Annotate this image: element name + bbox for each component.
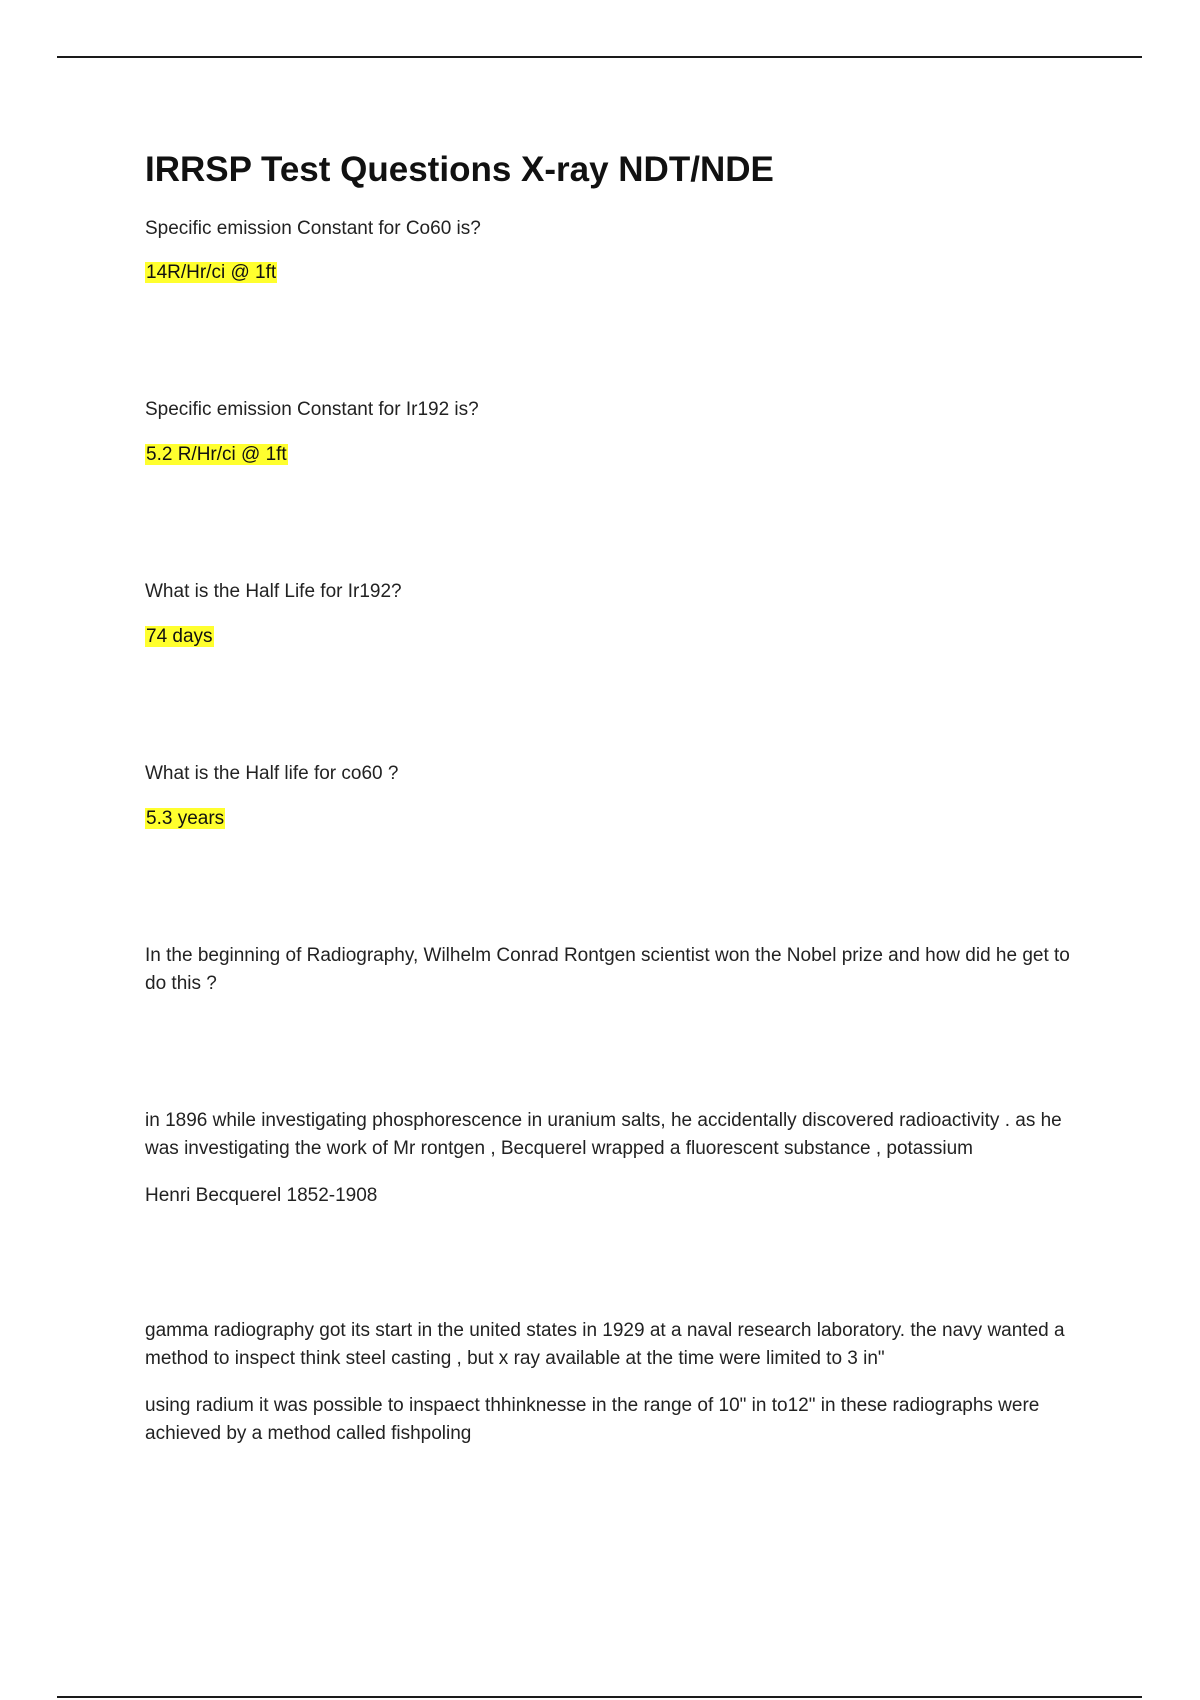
answer-ir192-half-life: [145, 623, 214, 651]
answer-co60-emission: [145, 259, 277, 287]
answer-highlight: 5.2 R/Hr/ci @ 1ft: [146, 444, 287, 465]
answer-highlight: 5.3 years: [146, 808, 225, 829]
question-co60-half-life: What is the Half life for co60 ?: [145, 763, 399, 784]
question-ir192-emission: Specific emission Constant for Ir192 is?: [145, 399, 479, 420]
document-title: IRRSP Test Questions X-ray NDT/NDE: [145, 150, 774, 189]
answer-highlight: 14R/Hr/ci @ 1ft: [146, 262, 277, 283]
bottom-divider: [57, 1696, 1142, 1698]
question-co60-emission: Specific emission Constant for Co60 is?: [145, 218, 481, 239]
answer-highlight: 74 days: [146, 626, 213, 647]
answer-co60-half-life: [145, 805, 225, 833]
question-ir192-half-life: What is the Half Life for Ir192?: [145, 581, 402, 602]
top-divider: [57, 56, 1142, 58]
paragraph-fishpoling: using radium it was possible to inspaect thhinknesse in the range of 10" in to12" in these radiographs were achieved by a method called fishpoling: [145, 1395, 1040, 1444]
paragraph-gamma-history: gamma radiography got its start in the united states in 1929 at a naval research laboratory. the navy wanted a method to inspect think steel casting , but x ray available at the time were limited to 3 in": [145, 1320, 1065, 1369]
question-rontgen: In the beginning of Radiography, Wilhelm Conrad Rontgen scientist won the Nobel prize and how did he get to do this ?: [145, 945, 1070, 994]
paragraph-becquerel: in 1896 while investigating phosphorescence in uranium salts, he accidentally discovered radioactivity . as he was investigating the work of Mr rontgen , Becquerel wrapped a fluorescent substance , potassium: [145, 1110, 1062, 1159]
name-becquerel: Henri Becquerel 1852-1908: [145, 1185, 378, 1206]
answer-ir192-emission: [145, 441, 288, 469]
